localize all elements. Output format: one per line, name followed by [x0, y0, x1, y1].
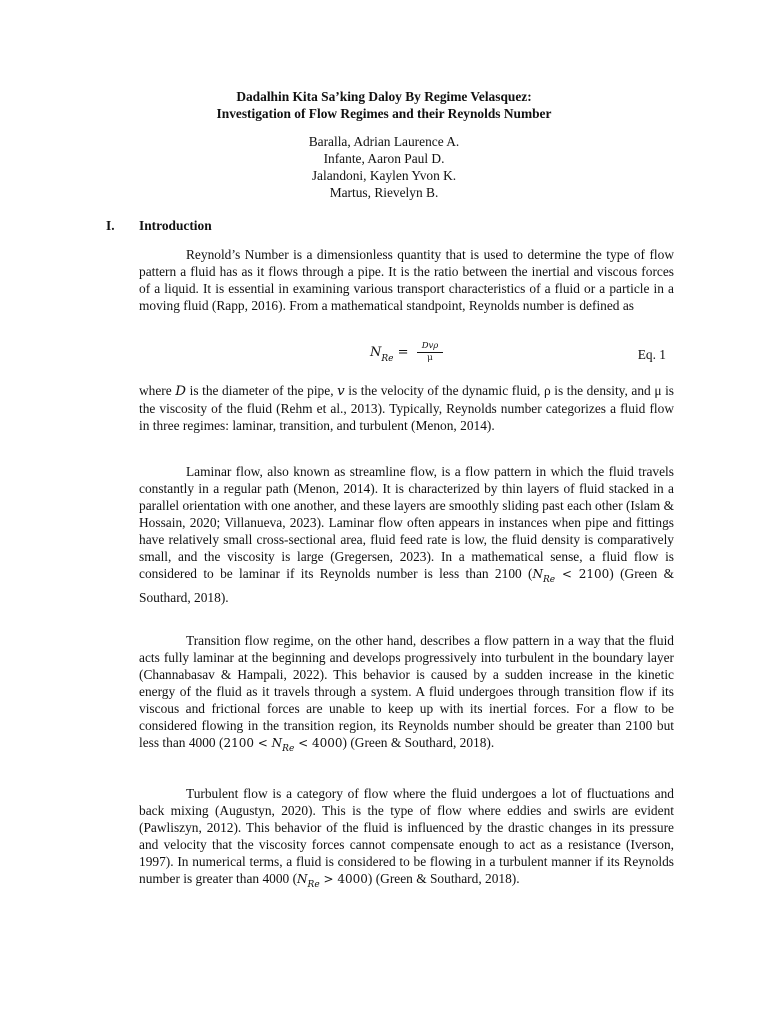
paragraph-intro	[139, 246, 674, 314]
author: Jalandoni, Kaylen Yvon K.	[311, 168, 457, 183]
author-list	[0, 133, 768, 201]
equation-reynolds	[139, 340, 674, 374]
math-inline: $2100 < N_{Re} < 4000$	[223, 736, 343, 754]
paragraph-definitions: where D is the diameter of the pipe, v is the velocity of the dynamic fluid, ρ is the density, and μ is the viscosity of the fluid (Rehm et al., 2013). Typically, Reynolds number categorizes a fluid flow in three regimes: laminar, transition, and turbulent (Menon, 2014).	[139, 383, 675, 433]
math-inline: $N_{Re} < 2100$	[532, 567, 610, 585]
author: Infante, Aaron Paul D.	[323, 151, 445, 166]
paragraph-transition: Transition flow regime, on the other hand, describes a flow pattern in a way that the fluid acts fully laminar at the beginning and develops progressively into turbulent in the boundary layer (Channabasav & Hampali, 2022). This behavior is caused by a sudden increase in the kinetic energy of the fluid as it travels through a system. A fluid undergoes through transition flow if its viscous and frictional forces are unable to keep up with its inertial forces. For a flow to be considered flowing in the transition region, its Reynolds number should be greater than 2100 but less than 4000 $(2100 < N_{Re} < 4000)$ (Green & Southard, 2018).	[139, 633, 674, 754]
author: Martus, Rievelyn B.	[329, 185, 439, 200]
section-number: I.	[106, 218, 115, 233]
paragraph-turbulent: Turbulent flow is a category of flow where the fluid undergoes a lot of fluctuations and back mixing (Augustyn, 2020). This is the type of flow where eddies and swirls are evident (Pawliszyn, 2012). This behavior of the fluid is influenced by the drastic changes in its pressure and velocity that the viscosity forces cannot compensate enough to act as a resistance (Iverson, 1997). In numerical terms, a fluid is considered to be flowing in a turbulent manner if its Reynolds number is greater than 4000 $(N_{Re} > 4000)$ (Green & Southard, 2018).	[139, 786, 674, 890]
paragraph-text: Reynold’s Number is a dimensionless quantity that is used to determine the type of flow pattern a fluid has as it flows through a pipe. It is the ratio between the inertial and viscous forces of a liquid. It is essential in examining various transport characteristics of a fluid or a particle in a moving fluid (Rapp, 2016). From a mathematical standpoint, Reynolds number is defined as	[139, 247, 674, 313]
section-heading	[106, 217, 212, 234]
paragraph-laminar: Laminar flow, also known as streamline flow, is a flow pattern in which the fluid travels constantly in a regular path (Menon, 2014). It is characterized by thin layers of fluid stacked in a parallel orientation with one another, and these layers are smoothly sliding past each other (Islam & Hossain, 2020; Villanueva, 2023). Laminar flow often appears in instances when pipe and fittings have relatively small cross-sectional area, fluid feed rate is low, the fluid density is comparatively small, and the viscosity is large (Gregersen, 2023). In a mathematical sense, a fluid flow is considered to be laminar if its Reynolds number is less than 2100 $(N_{Re} < 2100)$ (Green & Southard, 2018).	[139, 464, 674, 605]
equation-lhs: $N_{Re}$ =	[370, 345, 409, 364]
equation-label: Eq. 1	[637, 347, 666, 362]
equation-numerator: Dvρ	[417, 341, 443, 353]
equation-fraction	[417, 341, 443, 364]
title-line-1: Dadalhin Kita Sa’king Daloy By Regime Velasquez:	[236, 89, 532, 104]
math-inline: $N_{Re} > 4000$	[297, 872, 368, 890]
author: Baralla, Adrian Laurence A.	[308, 134, 460, 149]
paper-title	[0, 88, 768, 122]
title-line-2: Investigation of Flow Regimes and their Reynolds Number	[216, 106, 552, 121]
equation-denominator: μ	[427, 353, 433, 363]
section-title: Introduction	[139, 218, 212, 233]
